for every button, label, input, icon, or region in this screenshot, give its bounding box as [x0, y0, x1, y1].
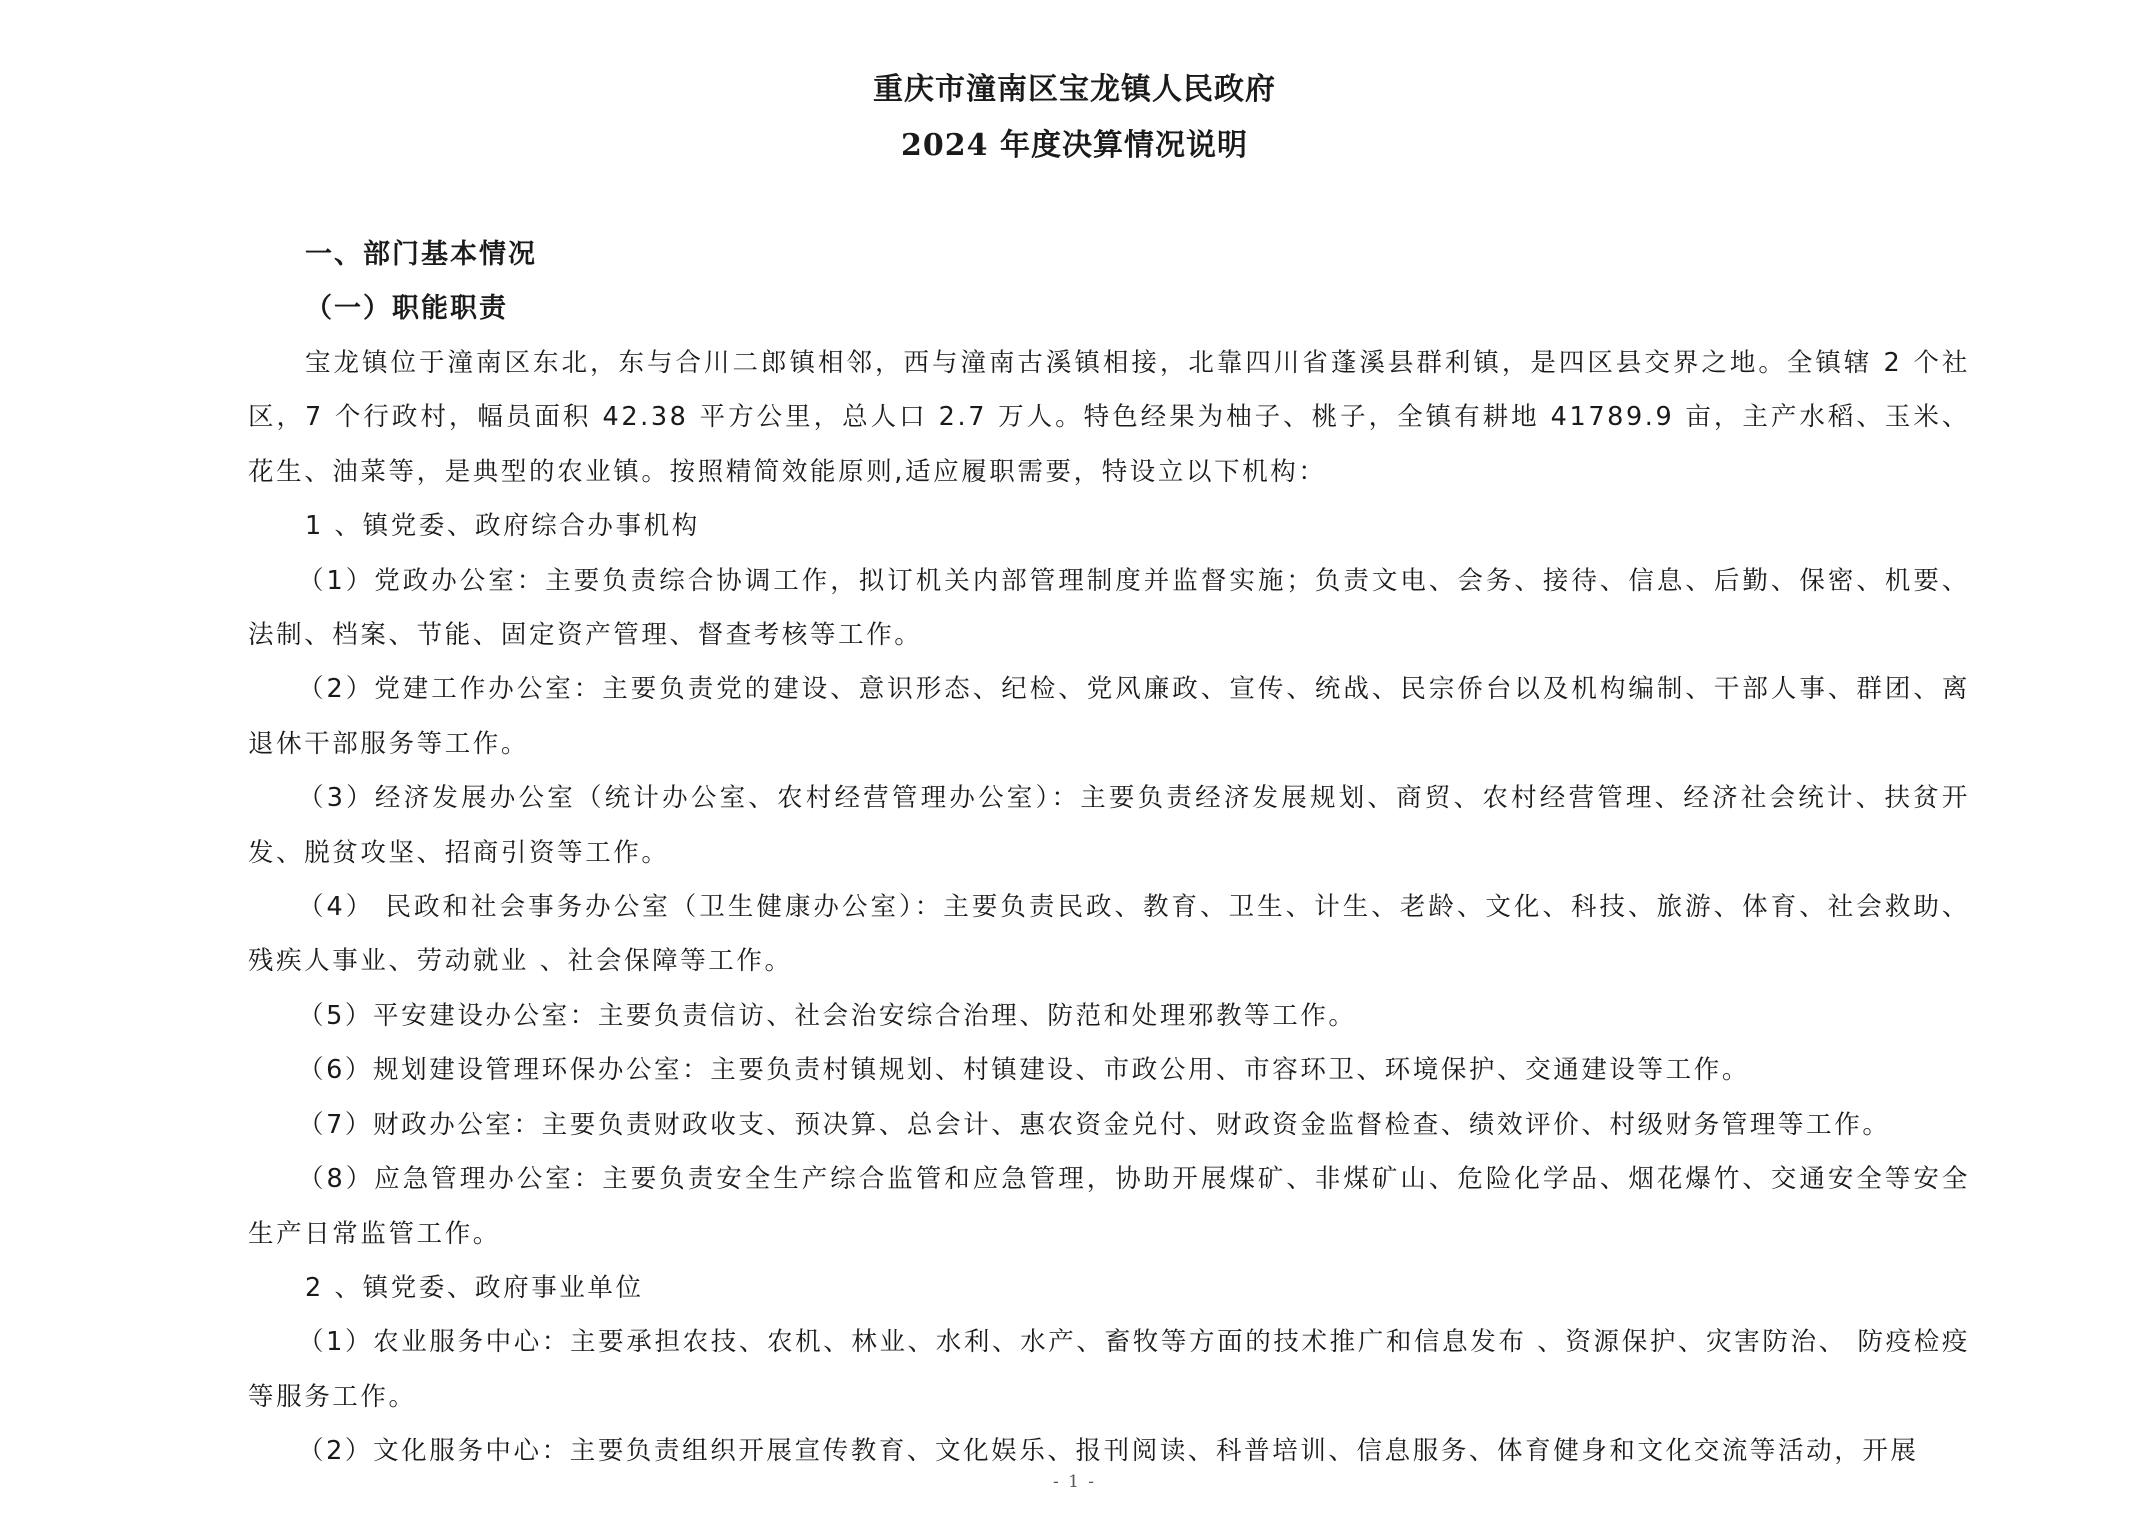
paragraph: （5）平安建设办公室：主要负责信访、社会治安综合治理、防范和处理邪教等工作。 — [298, 1000, 1357, 1031]
section-heading: 一、部门基本情况 — [305, 239, 537, 270]
paragraph: （7）财政办公室：主要负责财政收支、预决算、总会计、惠农资金兑付、财政资金监督检查、绩效评价、村级财务管理等工作。 — [298, 1109, 1891, 1140]
document-subtitle: 2024 年度决算情况说明 — [901, 128, 1248, 163]
paragraph: （2）文化服务中心：主要负责组织开展宣传教育、文化娱乐、报刊阅读、科普培训、信息服务、体育健身和文化交流等活动，开展 — [298, 1436, 1919, 1467]
paragraph: 1 、镇党委、政府综合办事机构 — [305, 511, 700, 542]
paragraph: （3）经济发展办公室（统计办公室、农村经营管理办公室）：主要负责经济发展规划、商贸、农村经营管理、经济社会统计、扶贫开发、脱贫攻坚、招商引资等工作。 — [248, 783, 1970, 868]
document-body — [248, 336, 1970, 1479]
paragraph: （4） 民政和社会事务办公室（卫生健康办公室）：主要负责民政、教育、卫生、计生、老龄、文化、科技、旅游、体育、社会救助、残疾人事业、劳动就业 、社会保障等工作。 — [248, 892, 1970, 977]
document-title: 重庆市潼南区宝龙镇人民政府 — [873, 72, 1276, 107]
sub-heading: （一）职能职责 — [305, 293, 508, 324]
paragraph: （1）农业服务中心：主要承担农技、农机、林业、水利、水产、畜牧等方面的技术推广和信息发布 、资源保护、灾害防治、 防疫检疫等服务工作。 — [248, 1327, 1970, 1412]
paragraph: （6）规划建设管理环保办公室：主要负责村镇规划、村镇建设、市政公用、市容环卫、环境保护、交通建设等工作。 — [298, 1055, 1750, 1086]
paragraph: （8）应急管理办公室：主要负责安全生产综合监管和应急管理，协助开展煤矿、非煤矿山、危险化学品、烟花爆竹、交通安全等安全生产日常监管工作。 — [248, 1164, 1970, 1249]
paragraph: 宝龙镇位于潼南区东北，东与合川二郎镇相邻，西与潼南古溪镇相接，北靠四川省蓬溪县群利镇，是四区县交界之地。全镇辖 2 个社区，7 个行政村，幅员面积 42.38 平方公里，总人口 2.7 万人。特色经果为柚子、桃子，全镇有耕地 41789.9 亩，主产水稻、玉米、花生、油菜等，是典型的农业镇。按照精简效能原则,适应履职需要，特设立以下机构： — [248, 348, 1970, 487]
page-number: - 1 - — [1052, 1472, 1097, 1492]
paragraph: 2 、镇党委、政府事业单位 — [305, 1272, 644, 1303]
paragraph: （1）党政办公室：主要负责综合协调工作，拟订机关内部管理制度并监督实施；负责文电、会务、接待、信息、后勤、保密、机要、法制、档案、节能、固定资产管理、督查考核等工作。 — [248, 565, 1970, 651]
paragraph: （2）党建工作办公室：主要负责党的建设、意识形态、纪检、党风廉政、宣传、统战、民宗侨台以及机构编制、干部人事、群团、离退休干部服务等工作。 — [248, 674, 1970, 759]
